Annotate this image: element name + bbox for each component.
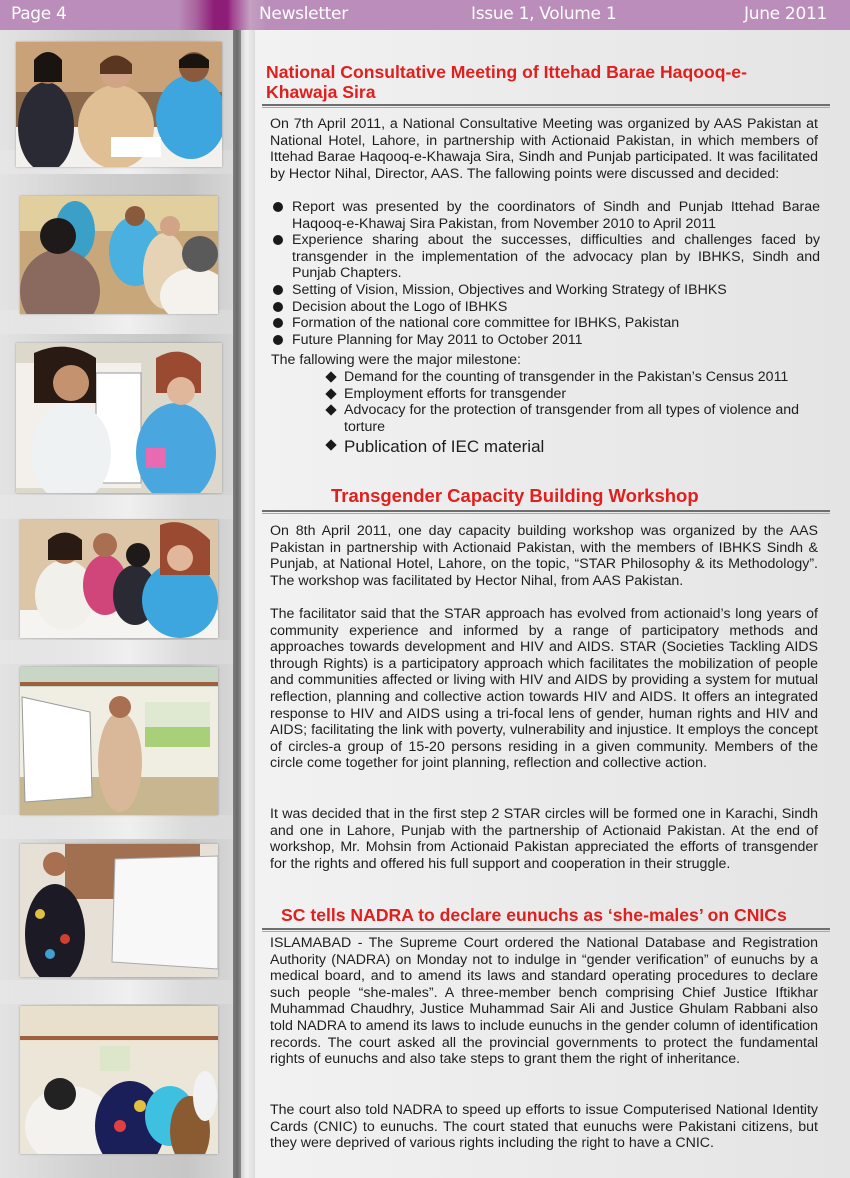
title-rule [262,510,830,514]
bullet-icon [273,302,283,312]
issue-label: Issue 1, Volume 1 [471,4,617,24]
point-item: Report was presented by the coordinators of Sindh and Punjab Ittehad Barae Haqooq-e-Khawaj Sira Pakistan, from November 2010 to April 2011 [272,199,820,232]
diamond-bullet-icon [325,371,336,382]
milestones-intro: The fallowing were the major milestone: [271,352,521,368]
photo-presenter-whiteboard [20,844,218,977]
header-spine [178,0,268,30]
article-2-title: Transgender Capacity Building Workshop [331,485,699,506]
milestone-item: Publication of IEC material [326,437,826,457]
article-1-milestones [326,369,826,457]
article-1-title [266,62,826,102]
diamond-bullet-icon [325,405,336,416]
point-item: Decision about the Logo of IBHKS [272,299,820,316]
gloss-stripe [0,640,233,664]
article-2-paragraph-3: It was decided that in the first step 2 STAR circles will be formed one in Karachi, Sindh and one in Lahore, Punjab with the partnership of Actionaid Pakistan. At the end of workshop, Mr. Mohsin from Actionaid Pakistan appreciated the efforts of transgender for the rights and offered his full support and cooperation in their struggle. [270,806,818,872]
article-1-points [272,199,820,348]
diamond-bullet-icon [325,440,336,451]
photo-writing-table [20,520,218,638]
article-3-paragraph-2: The court also told NADRA to speed up efforts to issue Computerised National Identity Cards (CNIC) to eunuchs. The court stated that eunuchs were Pakistani citizens, but they were deprived of various rights including the right to have a CNIC. [270,1102,818,1152]
issue-date: June 2011 [744,4,827,24]
photo-group-discussion [20,196,218,314]
point-item: Formation of the national core committee for IBHKS, Pakistan [272,315,820,332]
article-2-paragraph-2: The facilitator said that the STAR approach has evolved from actionaid’s long years of community experience and informed by a range of participatory methods and approaches towards development and HIV and AIDS. STAR (Societies Tackling AIDS through Rights) is a participatory approach which facilitates the mobilization of people and communities affected or living with HIV and AIDS by providing a system for mutual reflection, planning and collective action towards HIV and AIDS. It offers an integrated response to HIV and AIDS using a tri-focal lens of gender, human rights and HIV and AIDS; facilitating the link with poverty, vulnerability and injustice. It employs the concept of circles-a group of 15-20 persons residing in a given community. Members of the circle come together for joint planning, reflection and collective action. [270,606,818,772]
page-number: Page 4 [11,4,67,24]
photo-speaker-flipchart [16,343,222,493]
article-1-title-line-2: Khawaja Sira [266,82,376,102]
publication-name: Newsletter [259,4,348,24]
bullet-icon [273,318,283,328]
bullet-icon [273,202,283,212]
article-1-title-line-1: National Consultative Meeting of Ittehad Barae Haqooq-e- [266,62,747,82]
article-3-title: SC tells NADRA to declare eunuchs as ‘she-males’ on CNICs [281,905,787,925]
diamond-bullet-icon [325,388,336,399]
point-item: Experience sharing about the successes, difficulties and challenges faced by transgender in the implementation of the advocacy plan by IBHKS, Sindh and Punjab Chapters. [272,232,820,282]
point-item: Setting of Vision, Mission, Objectives and Working Strategy of IBHKS [272,282,820,299]
bullet-icon [273,235,283,245]
article-1-intro: On 7th April 2011, a National Consultative Meeting was organized by AAS Pakistan at National Hotel, Lahore, in partnership with Actionaid Pakistan, in which members of Ittehad Barae Haqooq-e-Khawaja Sira, Sindh and Punjab participated. It was facilitated by Hector Nihal, Director, AAS. The fallowing points were discussed and decided: [270,116,818,182]
gloss-stripe [0,495,233,519]
title-rule [262,928,830,932]
title-rule [262,104,830,108]
milestone-item: Employment efforts for transgender [326,386,826,403]
sidebar-divider [233,30,241,1178]
milestone-item: Demand for the counting of transgender in the Pakistan’s Census 2011 [326,369,826,386]
sidebar-divider-highlight [241,30,255,1178]
photo-meeting-hall [20,1006,218,1154]
photo-facilitator-whiteboard [20,667,218,815]
article-2-paragraph-1: On 8th April 2011, one day capacity building workshop was organized by the AAS Pakistan in partnership with Actionaid Pakistan, with the members of IBHKS Sindh & Punjab, at National Hotel, Lahore, on the topic, “STAR Philosophy & its Methodology”. The workshop was facilitated by Hector Nihal, from AAS Pakistan. [270,523,818,589]
photo-meeting-table [16,42,222,167]
bullet-icon [273,335,283,345]
gloss-stripe [0,815,233,839]
article-3-paragraph-1: ISLAMABAD - The Supreme Court ordered the National Database and Registration Authority (NADRA) on Monday not to indulge in “gender verification” of eunuchs by a medical board, and to amend its laws and standard operating procedures to declare such people “she-males”. A three-member bench comprising Chief Justice Iftikhar Muhammad Chaudhry, Justice Muhammad Sair Ali and Justice Ghulam Rabbani also told NADRA to amend its laws to include eunuchs in the gender column of identification records. The court asked all the provincial governments to protect the fundamental rights of eunuchs and also take steps to grant them the right of inheritance. [270,935,818,1068]
point-item: Future Planning for May 2011 to October 2011 [272,332,820,349]
bullet-icon [273,285,283,295]
page-header [0,0,850,30]
gloss-stripe [0,980,233,1004]
milestone-item: Advocacy for the protection of transgender from all types of violence and torture [326,402,826,435]
